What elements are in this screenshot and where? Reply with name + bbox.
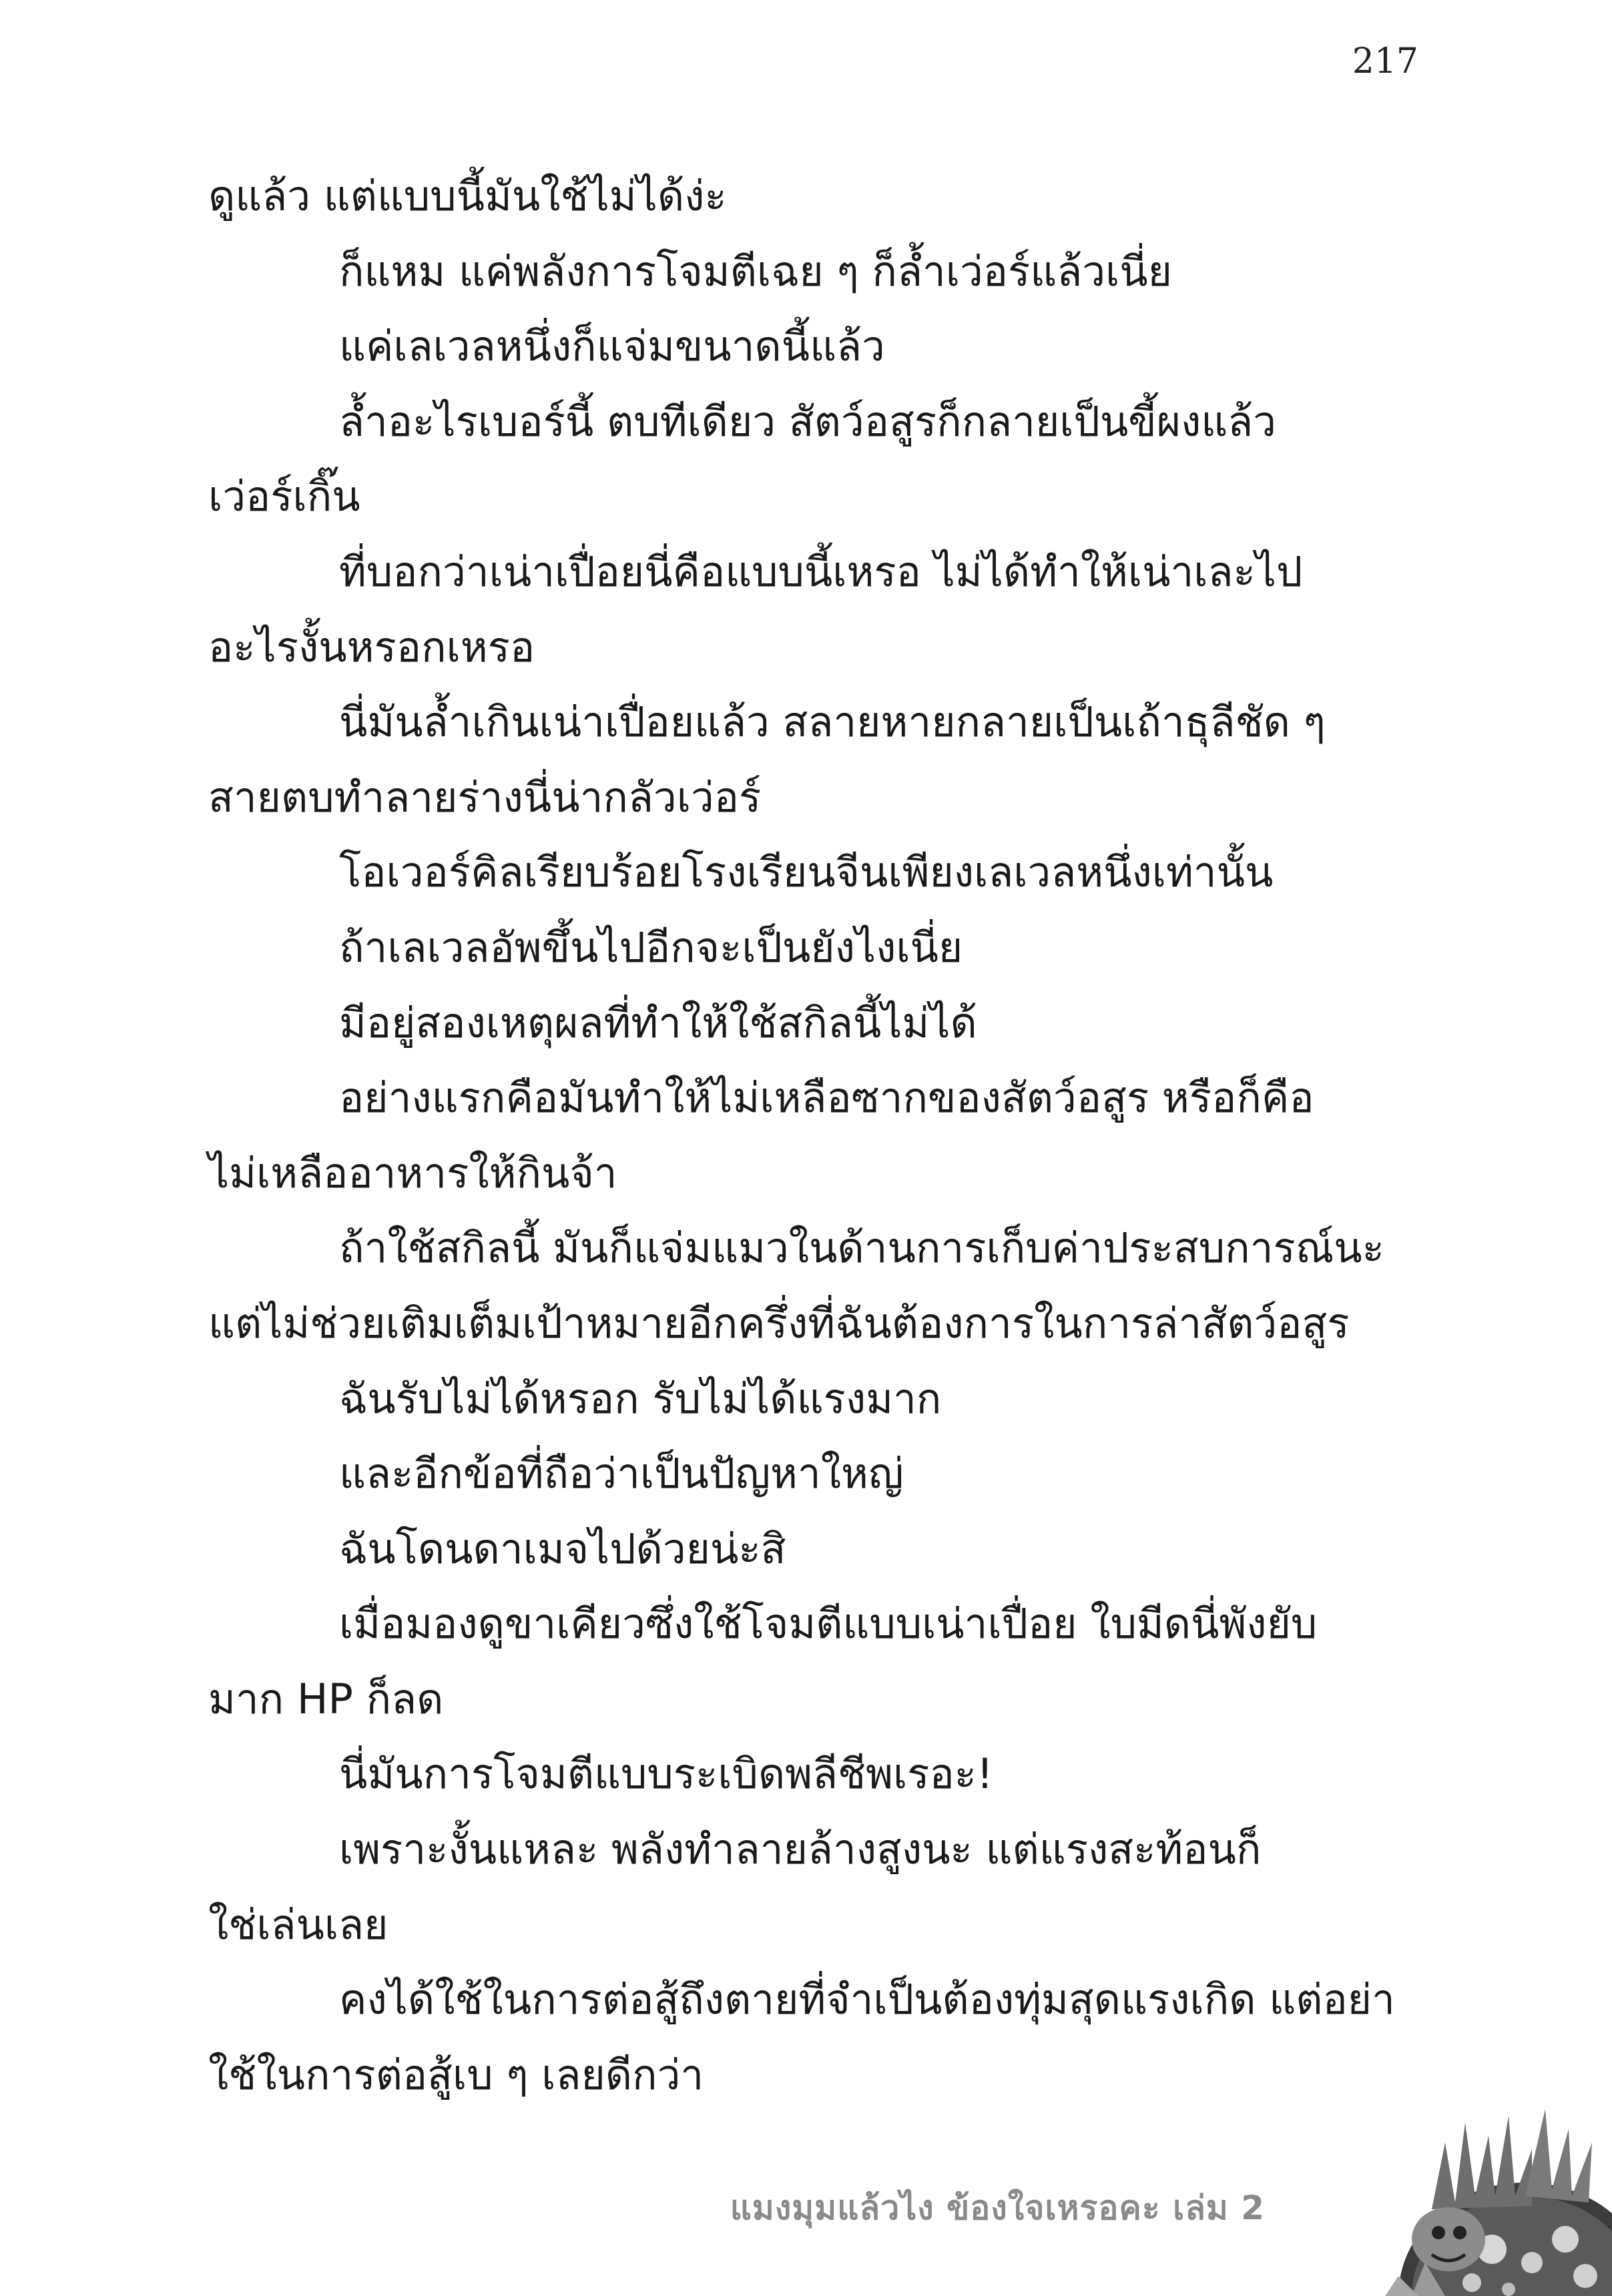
text-line: เว่อร์เกิ๊น xyxy=(208,472,360,521)
spider-monster-illustration xyxy=(1332,2096,1612,2296)
text-line: อะไรงั้นหรอกเหรอ xyxy=(208,622,535,671)
text-line: นี่มันการโจมตีแบบระเบิดพลีชีพเรอะ! xyxy=(339,1749,993,1799)
text-line: ถ้าใช้สกิลนี้ มันก็แจ่มแมวในด้านการเก็บค่าประสบการณ์นะ xyxy=(339,1223,1384,1273)
text-line: ก็แหม แค่พลังการโจมตีเฉย ๆ ก็ล้ำเว่อร์แล้วเนี่ย xyxy=(339,246,1172,296)
text-line: ใช้ในการต่อสู้เบ ๆ เลยดีกว่า xyxy=(208,2050,704,2099)
page-number: 217 xyxy=(1352,41,1418,81)
body-text xyxy=(208,159,1410,2112)
text-line: เมื่อมองดูขาเคียวซึ่งใช้โจมตีแบบเน่าเปื่อย ใบมีดนี่พังยับ xyxy=(339,1599,1318,1649)
text-line: ใช่เล่นเลย xyxy=(208,1900,388,1949)
text-line: แต่ไม่ช่วยเติมเต็มเป้าหมายอีกครึ่งที่ฉันต้องการในการล่าสัตว์อสูร xyxy=(208,1298,1350,1348)
text-line: แค่เลเวลหนึ่งก็แจ่มขนาดนี้แล้ว xyxy=(339,322,885,371)
text-line: มีอยู่สองเหตุผลที่ทำให้ใช้สกิลนี้ไม่ได้ xyxy=(339,998,977,1047)
text-line: ฉันรับไม่ได้หรอก รับไม่ได้แรงมาก xyxy=(339,1374,942,1423)
footer-book-title: แมงมุมแล้วไง ข้องใจเหรอคะ เล่ม 2 xyxy=(730,2189,1265,2227)
text-line: อย่างแรกคือมันทำให้ไม่เหลือซากของสัตว์อสูร หรือก็คือ xyxy=(339,1073,1314,1123)
text-line: ดูแล้ว แต่แบบนี้มันใช้ไม่ได้ง่ะ xyxy=(208,172,727,220)
text-line: โอเวอร์คิลเรียบร้อยโรงเรียนจีนเพียงเลเวลหนึ่งเท่านั้น xyxy=(339,848,1274,897)
text-line: และอีกข้อที่ถือว่าเป็นปัญหาใหญ่ xyxy=(339,1449,904,1498)
text-line: ฉันโดนดาเมจไปด้วยน่ะสิ xyxy=(339,1524,786,1573)
text-line: สายตบทำลายร่างนี่น่ากลัวเว่อร์ xyxy=(208,772,762,822)
text-line: ถ้าเลเวลอัพขึ้นไปอีกจะเป็นยังไงเนี่ย xyxy=(339,922,963,972)
text-line: คงได้ใช้ในการต่อสู้ถึงตายที่จำเป็นต้องทุ่มสุดแรงเกิด แต่อย่า xyxy=(339,1975,1395,2024)
text-line: ไม่เหลืออาหารให้กินจ้า xyxy=(208,1148,617,1197)
text-line: ล้ำอะไรเบอร์นี้ ตบทีเดียว สัตว์อสูรก็กลายเป็นขี้ผงแล้ว xyxy=(339,396,1276,446)
text-line: เพราะงั้นแหละ พลังทำลายล้างสูงนะ แต่แรงสะท้อนก็ xyxy=(339,1825,1262,1874)
text-line: นี่มันล้ำเกินเน่าเปื่อยแล้ว สลายหายกลายเป็นเถ้าธุลีชัด ๆ xyxy=(339,697,1326,747)
text-line: มาก HP ก็ลด xyxy=(208,1674,444,1723)
text-line: ที่บอกว่าเน่าเปื่อยนี่คือแบบนี้เหรอ ไม่ได้ทำให้เน่าเละไป xyxy=(339,547,1303,596)
